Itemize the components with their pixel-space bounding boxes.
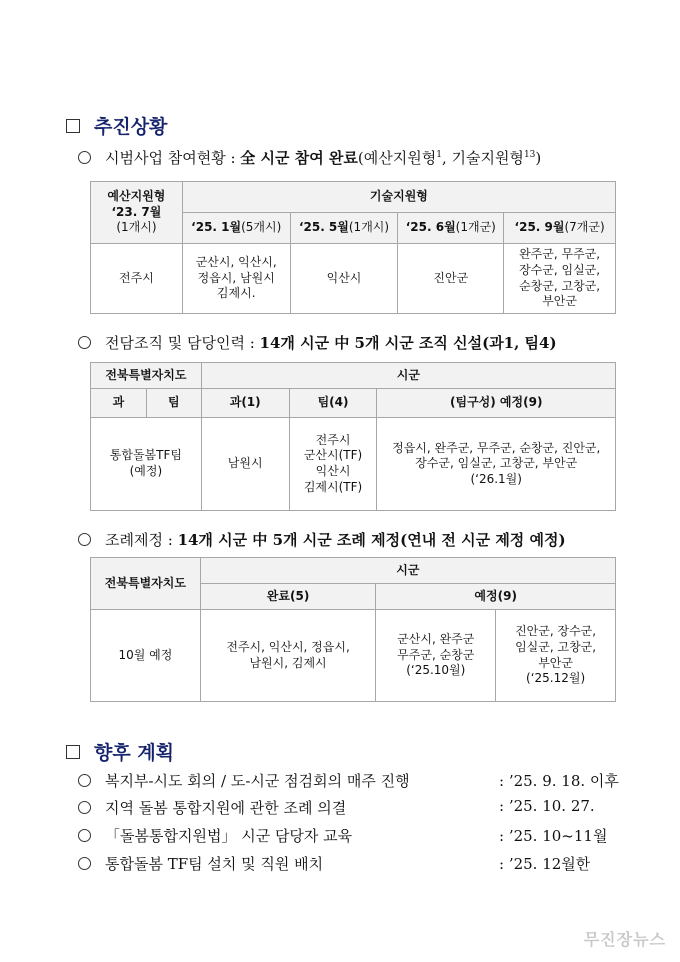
organization-table — [90, 362, 616, 511]
plan-date: : ’25. 10~11월 — [499, 827, 608, 845]
circle-bullet-icon — [78, 533, 91, 546]
table-cell: 통합돌봄TF팀 (예정) — [91, 418, 202, 511]
item-text: 전담조직 및 담당인력 : 14개 시군 中 5개 시군 조직 신설(과1, 팀4) — [105, 334, 557, 352]
ordinance-table — [90, 557, 616, 702]
tech-col-header: ‘25. 1월(5개시) — [182, 213, 290, 244]
province-header: 전북특별자치도 — [91, 363, 202, 389]
table-cell: 완주군, 무주군, 장수군, 임실군, 순창군, 고창군, 부안군 — [504, 244, 616, 314]
col-header: (팀구성) 예정(9) — [377, 389, 616, 418]
plan-date: : ’25. 9. 18. 이후 — [499, 772, 619, 790]
plan-text: 「돌봄통합지원법」 시군 담당자 교육 — [105, 827, 353, 845]
done-header: 완료(5) — [200, 584, 376, 610]
checkbox-square-icon — [66, 745, 80, 759]
section-heading-status — [66, 112, 167, 139]
tech-col-header: ‘25. 5월(1개시) — [290, 213, 398, 244]
item-text: 시범사업 참여현황 : 全 시군 참여 완료(예산지원형$^1$, 기술지원형$^{13}$) — [105, 149, 542, 167]
circle-bullet-icon — [78, 829, 91, 842]
bullet-dedicated-org — [78, 332, 557, 353]
bullet-participation — [78, 147, 541, 168]
table-cell: 전주시 — [91, 244, 183, 314]
col-header: 팀(4) — [289, 389, 377, 418]
plan-item — [78, 825, 352, 846]
circle-bullet-icon — [78, 151, 91, 164]
table-cell: 군산시, 완주군 무주군, 순창군 (‘25.10월) — [376, 610, 496, 702]
plan-item — [78, 797, 346, 818]
col-header: 팀 — [146, 389, 201, 418]
tech-type-header: 기술지원형 — [182, 182, 615, 213]
table-cell: 전주시, 익산시, 정읍시, 남원시, 김제시 — [200, 610, 376, 702]
section-title: 추진상황 — [94, 116, 168, 138]
table-cell: 남원시 — [201, 418, 289, 511]
circle-bullet-icon — [78, 857, 91, 870]
circle-bullet-icon — [78, 801, 91, 814]
budget-type-header: 예산지원형 ‘23. 7월 (1개시) — [91, 182, 183, 244]
plan-item — [78, 853, 323, 874]
checkbox-square-icon — [66, 119, 80, 133]
province-header: 전북특별자치도 — [91, 558, 201, 610]
plan-item — [78, 770, 410, 791]
tech-col-header: ‘25. 9월(7개군) — [504, 213, 616, 244]
circle-bullet-icon — [78, 336, 91, 349]
plan-text: 복지부-시도 회의 / 도-시군 점검회의 매주 진행 — [105, 772, 410, 790]
section-heading-plan — [66, 738, 174, 765]
table-cell: 정읍시, 완주군, 무주군, 순창군, 진안군, 장수군, 임실군, 고창군, 부안군 (‘26.1월) — [377, 418, 616, 511]
participation-table — [90, 181, 616, 314]
plan-text: 지역 돌봄 통합지원에 관한 조례 의결 — [105, 799, 347, 817]
section-title: 향후 계획 — [94, 742, 175, 764]
table-cell: 군산시, 익산시, 정읍시, 남원시 김제시. — [182, 244, 290, 314]
tech-col-header: ‘25. 6월(1개군) — [398, 213, 504, 244]
table-cell: 진안군, 장수군, 임실군, 고창군, 부안군 (‘25.12월) — [496, 610, 616, 702]
bullet-ordinance — [78, 529, 566, 550]
col-header: 과(1) — [201, 389, 289, 418]
col-header: 과 — [91, 389, 147, 418]
plan-text: 통합돌봄 TF팀 설치 및 직원 배치 — [105, 855, 324, 873]
plan-date: : ’25. 12월한 — [499, 855, 591, 873]
item-text: 조례제정 : 14개 시군 中 5개 시군 조례 제정(연내 전 시군 제정 예정) — [105, 531, 566, 549]
planned-header: 예정(9) — [376, 584, 616, 610]
watermark-logo: 무진장뉴스 — [583, 930, 666, 949]
city-header: 시군 — [201, 363, 615, 389]
circle-bullet-icon — [78, 774, 91, 787]
table-cell: 익산시 — [290, 244, 398, 314]
table-cell: 진안군 — [398, 244, 504, 314]
city-header: 시군 — [200, 558, 615, 584]
table-cell: 전주시 군산시(TF) 익산시 김제시(TF) — [289, 418, 377, 511]
plan-date: : ’25. 10. 27. — [499, 797, 595, 815]
table-cell: 10월 예정 — [91, 610, 201, 702]
